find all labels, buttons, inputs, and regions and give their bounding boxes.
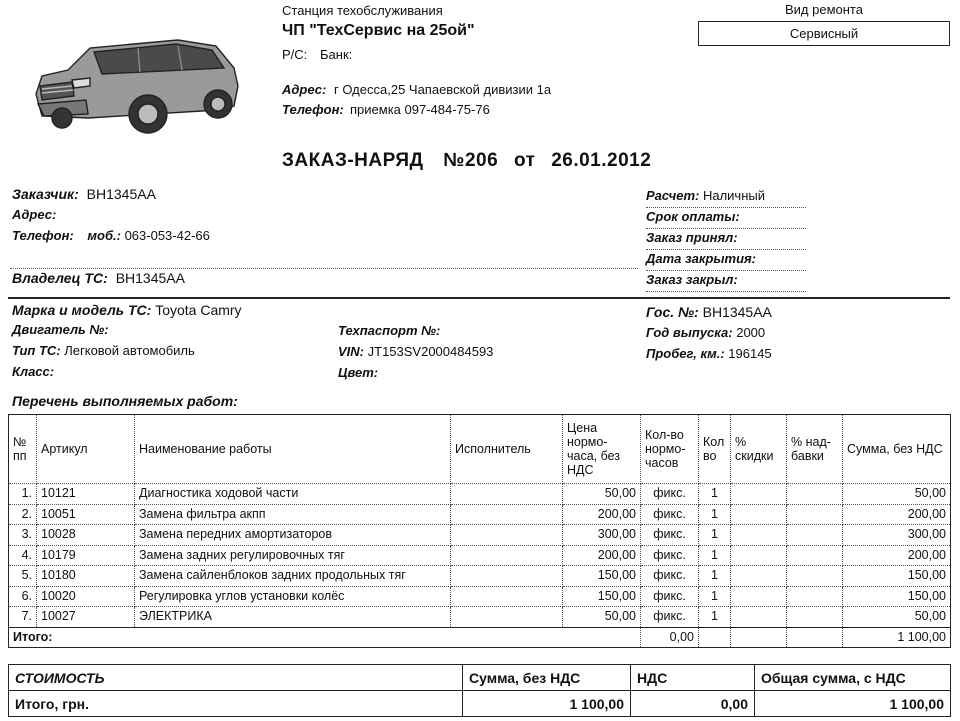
work-executor bbox=[451, 586, 563, 607]
work-markup bbox=[787, 525, 843, 546]
order-title bbox=[282, 150, 651, 172]
work-num: 5. bbox=[9, 566, 37, 587]
work-name: Замена фильтра акпп bbox=[135, 504, 451, 525]
accepted-label: Заказ принял: bbox=[646, 230, 806, 250]
cost-total-label: Общая сумма, с НДС bbox=[755, 665, 951, 691]
work-price: 50,00 bbox=[563, 607, 641, 628]
cost-sum-label: Сумма, без НДС bbox=[463, 665, 631, 691]
work-name: Замена передних амортизаторов bbox=[135, 525, 451, 546]
work-hours: фикс. bbox=[641, 545, 699, 566]
work-qty: 1 bbox=[699, 586, 731, 607]
cost-table bbox=[8, 664, 951, 717]
work-discount bbox=[731, 586, 787, 607]
works-total-empty bbox=[731, 627, 787, 648]
engine-label: Двигатель №: bbox=[12, 322, 109, 337]
class-label: Класс: bbox=[12, 364, 55, 379]
work-executor bbox=[451, 484, 563, 505]
work-num: 1. bbox=[9, 484, 37, 505]
customer-mobile-label: моб.: bbox=[87, 228, 121, 243]
model-label: Марка и модель ТС: bbox=[12, 302, 152, 318]
calc-value: Наличный bbox=[702, 188, 765, 203]
work-markup bbox=[787, 607, 843, 628]
work-name: ЭЛЕКТРИКА bbox=[135, 607, 451, 628]
work-markup bbox=[787, 545, 843, 566]
table-row bbox=[9, 504, 951, 525]
work-executor bbox=[451, 525, 563, 546]
work-article: 10180 bbox=[37, 566, 135, 587]
plate-label: Гос. №: bbox=[646, 304, 699, 320]
cost-vat-label: НДС bbox=[631, 665, 755, 691]
cost-sum-value: 1 100,00 bbox=[463, 691, 631, 717]
work-executor bbox=[451, 566, 563, 587]
repair-type-label: Вид ремонта bbox=[785, 2, 863, 17]
type-row bbox=[12, 343, 195, 358]
customer-value: ВН1345АА bbox=[86, 186, 156, 202]
customer-mobile-value: 063-053-42-66 bbox=[124, 228, 210, 243]
closed-label: Заказ закрыл: bbox=[646, 272, 806, 292]
close-date-label: Дата закрытия: bbox=[646, 251, 806, 271]
model-row bbox=[12, 302, 242, 318]
work-markup bbox=[787, 484, 843, 505]
work-qty: 1 bbox=[699, 545, 731, 566]
works-body bbox=[9, 484, 951, 628]
work-discount bbox=[731, 525, 787, 546]
works-section-title: Перечень выполняемых работ: bbox=[12, 393, 238, 409]
work-article: 10051 bbox=[37, 504, 135, 525]
work-qty: 1 bbox=[699, 504, 731, 525]
vin-row bbox=[338, 344, 493, 359]
rs-label: Р/С: bbox=[282, 47, 308, 62]
work-executor bbox=[451, 545, 563, 566]
work-markup bbox=[787, 504, 843, 525]
work-num: 7. bbox=[9, 607, 37, 628]
col-discount: % скидки bbox=[731, 415, 787, 484]
work-markup bbox=[787, 586, 843, 607]
customer-row bbox=[12, 186, 156, 202]
work-sum: 50,00 bbox=[843, 607, 951, 628]
type-label: Тип ТС: bbox=[12, 343, 61, 358]
address-value: г Одесса,25 Чапаевской дивизии 1а bbox=[334, 82, 552, 97]
work-qty: 1 bbox=[699, 525, 731, 546]
calc-row bbox=[646, 188, 806, 208]
table-row bbox=[9, 484, 951, 505]
table-row bbox=[9, 545, 951, 566]
cost-row-label: Итого, грн. bbox=[9, 691, 463, 717]
works-table bbox=[8, 414, 951, 648]
work-article: 10179 bbox=[37, 545, 135, 566]
col-article: Артикул bbox=[37, 415, 135, 484]
work-num: 3. bbox=[9, 525, 37, 546]
work-qty: 1 bbox=[699, 484, 731, 505]
phone-value: приемка 097-484-75-76 bbox=[350, 102, 490, 117]
order-number: №206 bbox=[443, 150, 499, 171]
col-markup: % над-бавки bbox=[787, 415, 843, 484]
work-article: 10028 bbox=[37, 525, 135, 546]
work-discount bbox=[731, 545, 787, 566]
work-hours: фикс. bbox=[641, 525, 699, 546]
col-sum: Сумма, без НДС bbox=[843, 415, 951, 484]
works-total-empty bbox=[699, 627, 731, 648]
work-num: 6. bbox=[9, 586, 37, 607]
work-price: 150,00 bbox=[563, 566, 641, 587]
table-row bbox=[9, 525, 951, 546]
col-executor: Исполнитель bbox=[451, 415, 563, 484]
work-sum: 150,00 bbox=[843, 566, 951, 587]
work-sum: 200,00 bbox=[843, 545, 951, 566]
owner-label: Владелец ТС: bbox=[12, 270, 108, 286]
company-name: ЧП "ТехСервис на 25ой" bbox=[282, 22, 475, 39]
work-discount bbox=[731, 566, 787, 587]
work-markup bbox=[787, 566, 843, 587]
work-article: 10020 bbox=[37, 586, 135, 607]
order-date: 26.01.2012 bbox=[551, 150, 652, 171]
work-qty: 1 bbox=[699, 607, 731, 628]
mileage-value: 196145 bbox=[728, 346, 772, 361]
year-label: Год выпуска: bbox=[646, 325, 733, 340]
col-hours: Кол-во нормо-часов bbox=[641, 415, 699, 484]
phone-label: Телефон: bbox=[282, 102, 344, 117]
work-discount bbox=[731, 484, 787, 505]
work-qty: 1 bbox=[699, 566, 731, 587]
mileage-label: Пробег, км.: bbox=[646, 346, 725, 361]
works-total-empty bbox=[787, 627, 843, 648]
cost-total-value: 1 100,00 bbox=[755, 691, 951, 717]
work-executor bbox=[451, 504, 563, 525]
work-hours: фикс. bbox=[641, 504, 699, 525]
works-total-label: Итого: bbox=[9, 627, 641, 648]
work-sum: 200,00 bbox=[843, 504, 951, 525]
station-label: Станция техобслуживания bbox=[282, 3, 443, 18]
section-divider bbox=[8, 297, 950, 299]
vin-value: JT153SV2000484593 bbox=[367, 344, 494, 359]
repair-type-value: Сервисный bbox=[698, 21, 950, 46]
col-num: № пп bbox=[9, 415, 37, 484]
model-value: Toyota Camry bbox=[155, 302, 242, 318]
year-value: 2000 bbox=[736, 325, 766, 340]
work-name: Регулировка углов установки колёс bbox=[135, 586, 451, 607]
table-row bbox=[9, 607, 951, 628]
work-price: 300,00 bbox=[563, 525, 641, 546]
car-image bbox=[28, 24, 248, 144]
owner-value: ВН1345АА bbox=[115, 270, 185, 286]
work-hours: фикс. bbox=[641, 586, 699, 607]
passport-label: Техпаспорт №: bbox=[338, 323, 441, 338]
col-name: Наименование работы bbox=[135, 415, 451, 484]
customer-phone-label: Телефон: bbox=[12, 228, 74, 243]
work-price: 200,00 bbox=[563, 504, 641, 525]
vin-label: VIN: bbox=[338, 344, 364, 359]
bank-label: Банк: bbox=[320, 47, 353, 62]
work-name: Диагностика ходовой части bbox=[135, 484, 451, 505]
work-price: 150,00 bbox=[563, 586, 641, 607]
work-price: 200,00 bbox=[563, 545, 641, 566]
divider bbox=[10, 268, 638, 269]
col-qty: Кол во bbox=[699, 415, 731, 484]
calc-label: Расчет: bbox=[646, 188, 700, 203]
col-price: Цена нормо-часа, без НДС bbox=[563, 415, 641, 484]
order-date-prefix: от bbox=[513, 150, 536, 171]
work-hours: фикс. bbox=[641, 607, 699, 628]
order-title-text: ЗАКАЗ-НАРЯД bbox=[282, 150, 424, 171]
cost-value-row bbox=[9, 691, 951, 717]
cost-vat-value: 0,00 bbox=[631, 691, 755, 717]
plate-row bbox=[646, 304, 772, 320]
work-discount bbox=[731, 504, 787, 525]
works-total-sum: 1 100,00 bbox=[843, 627, 951, 648]
work-hours: фикс. bbox=[641, 484, 699, 505]
year-row bbox=[646, 325, 765, 340]
type-value: Легковой автомобиль bbox=[64, 343, 195, 358]
table-row bbox=[9, 586, 951, 607]
work-hours: фикс. bbox=[641, 566, 699, 587]
work-executor bbox=[451, 607, 563, 628]
mileage-row bbox=[646, 346, 772, 361]
due-label: Срок оплаты: bbox=[646, 209, 806, 229]
work-sum: 50,00 bbox=[843, 484, 951, 505]
customer-phone-row bbox=[12, 228, 210, 243]
work-sum: 300,00 bbox=[843, 525, 951, 546]
work-name: Замена сайленблоков задних продольных тяг bbox=[135, 566, 451, 587]
table-row bbox=[9, 566, 951, 587]
owner-row bbox=[12, 270, 185, 286]
work-article: 10027 bbox=[37, 607, 135, 628]
works-header-row bbox=[9, 415, 951, 484]
cost-title: СТОИМОСТЬ bbox=[9, 665, 463, 691]
work-name: Замена задних регулировочных тяг bbox=[135, 545, 451, 566]
address-label: Адрес: bbox=[282, 82, 327, 97]
cost-header-row bbox=[9, 665, 951, 691]
plate-value: ВН1345АА bbox=[702, 304, 772, 320]
works-total-hours: 0,00 bbox=[641, 627, 699, 648]
customer-address-label: Адрес: bbox=[12, 207, 57, 222]
work-num: 2. bbox=[9, 504, 37, 525]
work-article: 10121 bbox=[37, 484, 135, 505]
works-total-row bbox=[9, 627, 951, 648]
work-discount bbox=[731, 607, 787, 628]
work-price: 50,00 bbox=[563, 484, 641, 505]
work-num: 4. bbox=[9, 545, 37, 566]
customer-label: Заказчик: bbox=[12, 186, 79, 202]
color-label: Цвет: bbox=[338, 365, 379, 380]
work-sum: 150,00 bbox=[843, 586, 951, 607]
